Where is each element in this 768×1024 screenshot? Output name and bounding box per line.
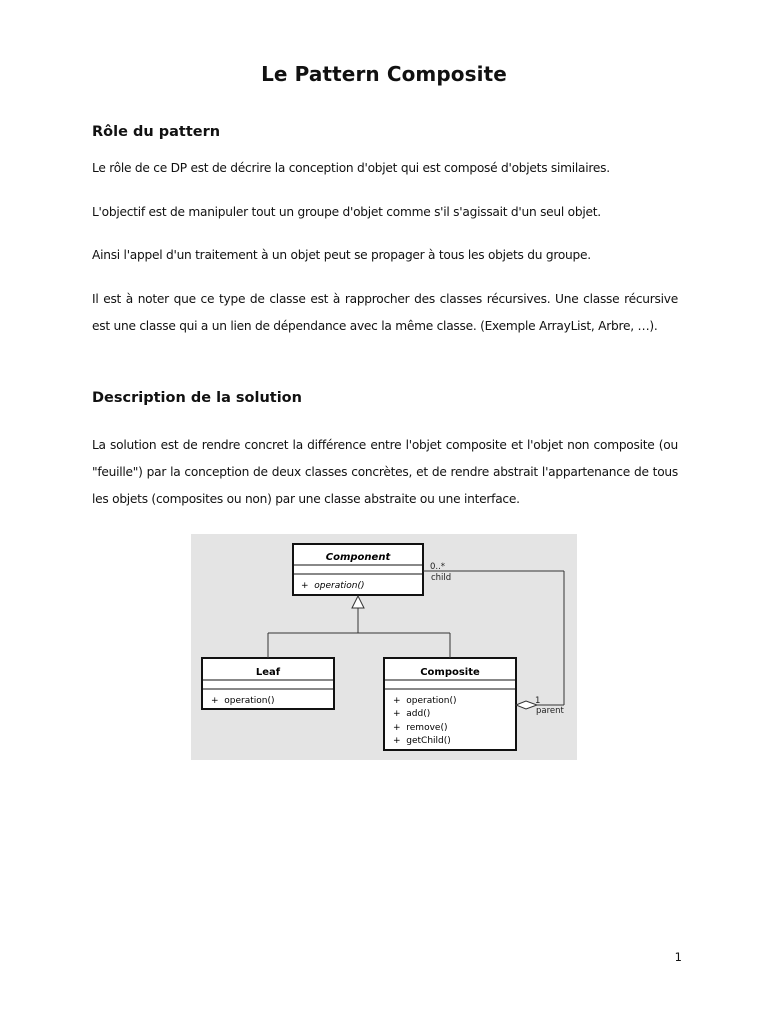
section-heading-role: Rôle du pattern — [92, 124, 221, 140]
child-role: child — [431, 573, 452, 583]
page-title: Le Pattern Composite — [261, 62, 507, 86]
method-add: + add() — [393, 709, 431, 719]
class-name-composite: Composite — [420, 667, 480, 678]
parent-role: parent — [536, 706, 564, 716]
method-remove: + remove() — [393, 723, 448, 733]
paragraph: La solution est de rendre concret la différence entre l'objet composite et l'objet non composite (ou "feuille") par la conception de deux classes concrètes, et de rendre abstrait l'appartenance de tous les objets (composites ou non) par une classe abstraite ou une interface. — [92, 438, 678, 506]
method-operation: + operation() — [393, 696, 457, 706]
paragraph: Le rôle de ce DP est de décrire la conception d'objet qui est composé d'objets similaires. — [92, 161, 610, 175]
child-multiplicity: 0..* — [430, 562, 446, 572]
class-component — [293, 544, 423, 595]
paragraph: L'objectif est de manipuler tout un groupe d'objet comme s'il s'agissait d'un seul objet. — [92, 205, 601, 219]
parent-multiplicity: 1 — [535, 696, 541, 706]
section-heading-solution: Description de la solution — [92, 390, 302, 406]
class-name-leaf: Leaf — [255, 667, 281, 678]
class-name-component: Component — [325, 552, 391, 563]
method-operation: + operation() — [211, 696, 275, 706]
class-composite — [384, 658, 516, 750]
paragraph: Il est à noter que ce type de classe est à rapprocher des classes récursives. Une classe récursive est une classe qui a un lien de dépendance avec la même classe. (Exemple ArrayList, Arbre, …). — [92, 292, 678, 333]
paragraph: Ainsi l'appel d'un traitement à un objet peut se propager à tous les objets du groupe. — [92, 248, 591, 262]
method-getchild: + getChild() — [393, 736, 451, 746]
page-number: 1 — [674, 950, 682, 964]
uml-class-diagram — [191, 534, 577, 760]
class-leaf — [202, 658, 334, 709]
method-operation: + operation() — [301, 581, 365, 591]
